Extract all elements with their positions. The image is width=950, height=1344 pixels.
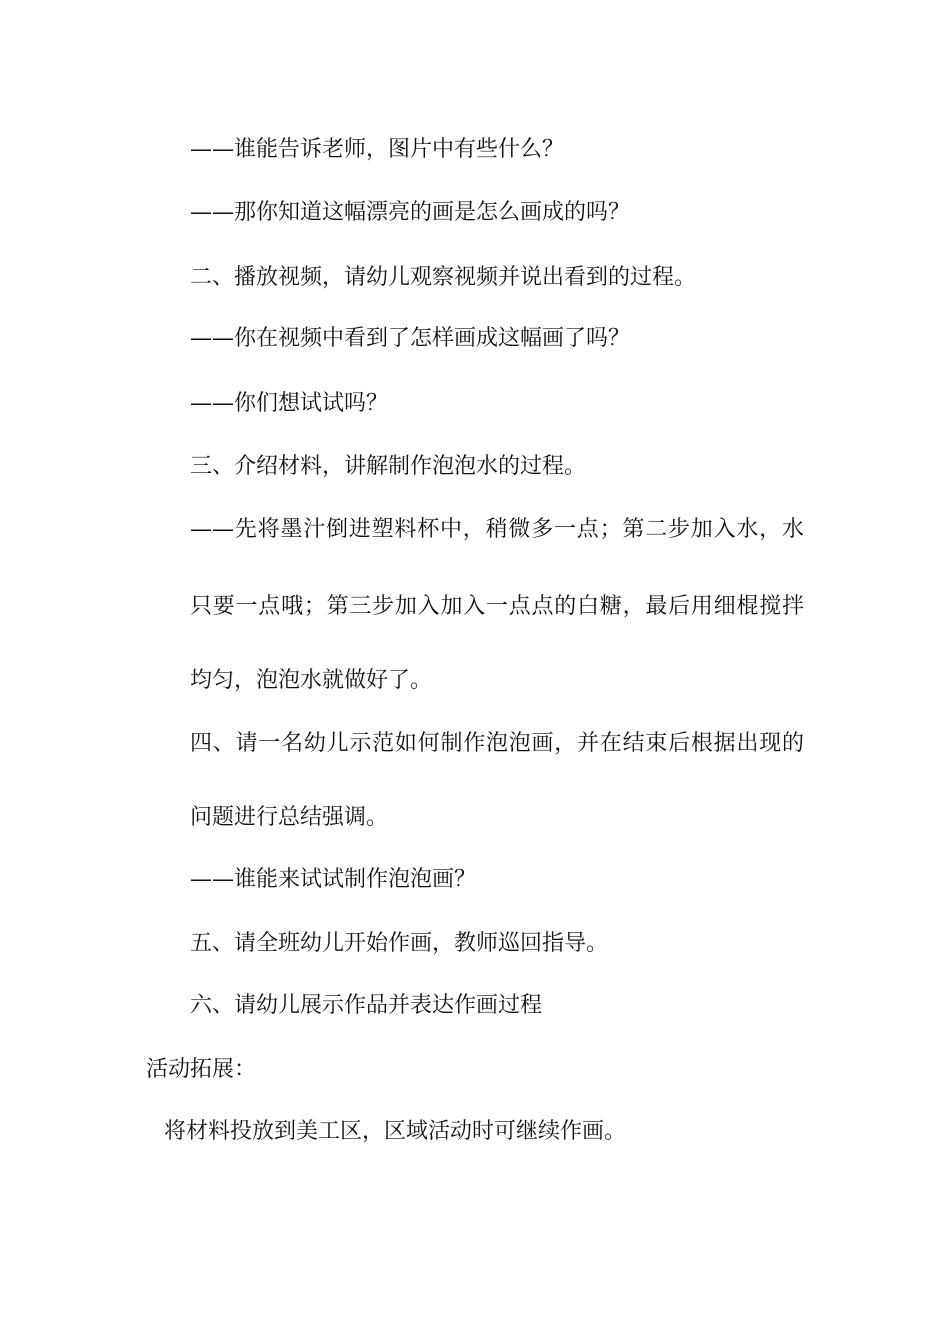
activity-extension-text: 将材料投放到美工区，区域活动时可继续作画。 xyxy=(164,1119,627,1144)
text-line: 均匀，泡泡水就做好了。 xyxy=(190,668,433,693)
text-line: ——谁能告诉老师，图片中有些什么？ xyxy=(190,137,565,162)
text-line: 只要一点哦；第三步加入加入一点点的白糖，最后用细棍搅拌 xyxy=(190,594,804,619)
text-line: 问题进行总结强调。 xyxy=(190,805,389,830)
section-heading: 四、请一名幼儿示范如何制作泡泡画，并在结束后根据出现的 xyxy=(190,731,804,756)
text-line: ——你在视频中看到了怎样画成这幅画了吗？ xyxy=(190,326,631,351)
section-heading: 二、播放视频，请幼儿观察视频并说出看到的过程。 xyxy=(190,265,697,290)
text-line: ——先将墨汁倒进塑料杯中，稍微多一点；第二步加入水，水 xyxy=(190,517,804,542)
text-line: ——谁能来试试制作泡泡画？ xyxy=(190,867,477,892)
activity-extension-heading: 活动拓展： xyxy=(146,1057,257,1082)
text-line: ——你们想试试吗？ xyxy=(190,391,389,416)
text-line: ——那你知道这幅漂亮的画是怎么画成的吗？ xyxy=(190,200,631,225)
section-heading: 三、介绍材料，讲解制作泡泡水的过程。 xyxy=(190,454,587,479)
section-heading: 六、请幼儿展示作品并表达作画过程 xyxy=(190,993,543,1018)
section-heading: 五、请全班幼儿开始作画，教师巡回指导。 xyxy=(190,931,609,956)
